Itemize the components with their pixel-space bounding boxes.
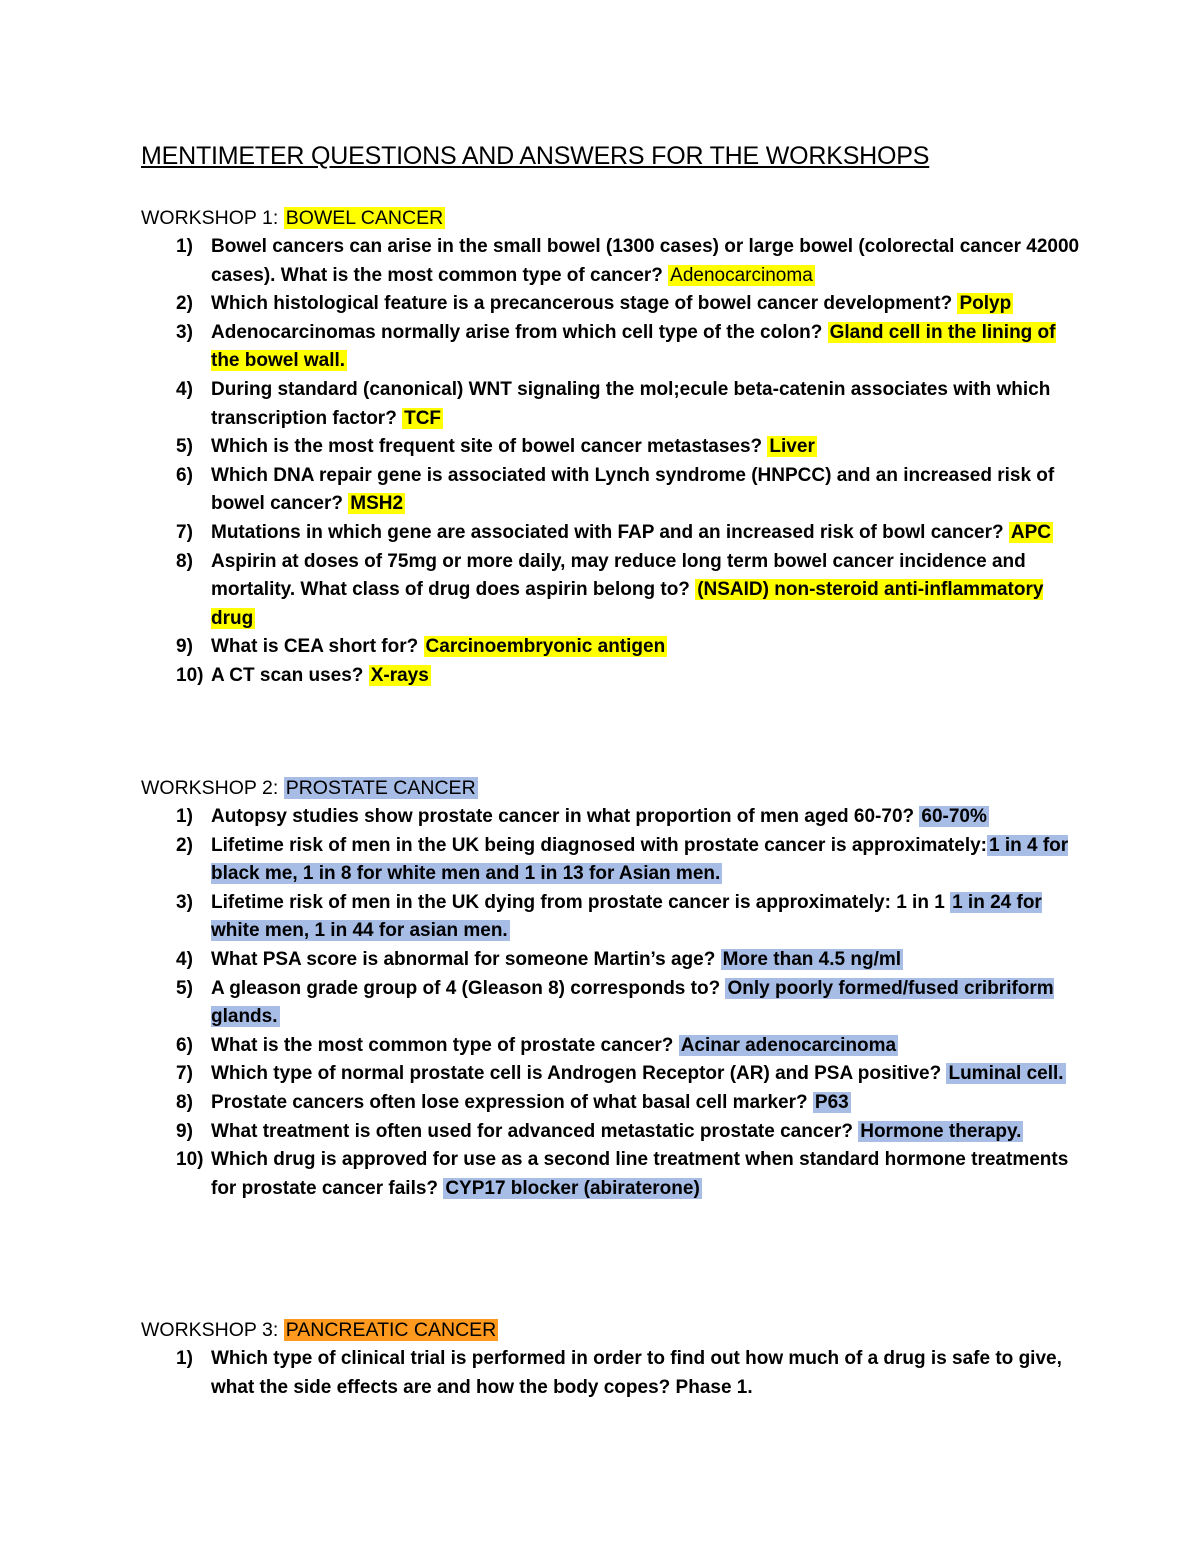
list-item	[141, 548, 1081, 634]
answer-highlight: APC	[1010, 521, 1051, 543]
answer-highlight: Adenocarcinoma	[670, 264, 813, 286]
answer-highlight: Hormone therapy.	[860, 1120, 1022, 1142]
question-number: 1)	[176, 806, 193, 827]
question-text: Aspirin at doses of 75mg or more daily, may reduce long term bowel cancer incidence and mortality. What class of drug does aspirin belong to?	[211, 550, 1026, 601]
question-number: 7)	[176, 521, 193, 543]
question-number: 1)	[176, 236, 193, 257]
workshop-3-heading	[141, 1316, 1081, 1345]
answer-highlight: 60-70%	[921, 806, 987, 827]
answer-highlight: Carcinoembryonic antigen	[425, 636, 666, 658]
question-number: 3)	[176, 891, 193, 913]
question-text: Lifetime risk of men in the UK being diagnosed with prostate cancer is approximately:	[211, 834, 987, 856]
question-text: What is the most common type of prostate cancer?	[211, 1034, 674, 1056]
question-text: Which drug is approved for use as a second line treatment when standard hormone treatments for prostate cancer fails?	[211, 1149, 1069, 1199]
list-item	[141, 889, 1081, 946]
question-number: 2)	[176, 834, 193, 856]
answer-highlight: X-rays	[370, 664, 429, 686]
list-item	[141, 633, 1081, 662]
workshop-topic: BOWEL CANCER	[285, 207, 444, 229]
question-text: What PSA score is abnormal for someone Martin’s age?	[211, 948, 716, 970]
workshop-2-section	[141, 774, 1081, 1203]
question-number: 3)	[176, 321, 193, 343]
answer-text: Phase 1.	[675, 1376, 753, 1398]
list-item	[141, 1146, 1081, 1203]
question-number: 7)	[176, 1063, 193, 1085]
answer-highlight: MSH2	[350, 493, 404, 515]
question-text: Adenocarcinomas normally arise from which cell type of the colon?	[211, 321, 823, 343]
list-item	[141, 433, 1081, 462]
answer-highlight: TCF	[404, 407, 442, 429]
question-text: Autopsy studies show prostate cancer in what proportion of men aged 60-70?	[211, 806, 915, 827]
question-list	[141, 1345, 1081, 1402]
list-item	[141, 319, 1081, 376]
list-item	[141, 946, 1081, 975]
question-number: 8)	[176, 1091, 193, 1113]
list-item	[141, 1060, 1081, 1089]
question-number: 10)	[176, 1149, 204, 1171]
list-item	[141, 233, 1081, 290]
workshop-topic: PANCREATIC CANCER	[285, 1319, 497, 1341]
question-text: Prostate cancers often lose expression of what basal cell marker?	[211, 1091, 808, 1113]
question-text: Lifetime risk of men in the UK dying from prostate cancer is approximately: 1 in 1	[211, 891, 945, 913]
answer-highlight: Polyp	[959, 293, 1012, 315]
list-item	[141, 832, 1081, 889]
workshop-label: WORKSHOP 3:	[141, 1319, 279, 1341]
question-number: 5)	[176, 436, 193, 458]
question-text: Which is the most frequent site of bowel cancer metastases?	[211, 436, 763, 458]
workshop-label: WORKSHOP 1:	[141, 207, 279, 229]
list-item	[141, 975, 1081, 1032]
question-text: Which DNA repair gene is associated with Lynch syndrome (HNPCC) and an increased risk of bowel cancer?	[211, 464, 1055, 515]
list-item	[141, 1345, 1081, 1402]
workshop-label: WORKSHOP 2:	[141, 777, 279, 799]
question-text: Which type of clinical trial is performed in order to find out how much of a drug is safe to give, what the side effects are and how the body copes?	[211, 1348, 1062, 1398]
answer-highlight: More than 4.5 ng/ml	[722, 948, 902, 970]
workshop-2-heading	[141, 774, 1081, 803]
list-item	[141, 1118, 1081, 1147]
question-number: 8)	[176, 550, 193, 572]
question-number: 9)	[176, 1120, 193, 1142]
list-item	[141, 519, 1081, 548]
list-item	[141, 290, 1081, 319]
answer-highlight: P63	[814, 1091, 849, 1113]
list-item	[141, 1032, 1081, 1061]
question-text: What is CEA short for?	[211, 636, 419, 658]
question-text: Which histological feature is a precancerous stage of bowel cancer development?	[211, 293, 953, 315]
list-item	[141, 376, 1081, 433]
list-item	[141, 662, 1081, 691]
workshop-topic: PROSTATE CANCER	[285, 777, 476, 799]
answer-highlight: Only poorly formed/fused cribriform glands.	[211, 977, 1054, 1028]
question-text: A CT scan uses?	[211, 664, 364, 686]
question-number: 4)	[176, 948, 193, 970]
answer-highlight: 1 in 4 for black me, 1 in 8 for white men and 1 in 13 for Asian men.	[211, 834, 1069, 885]
question-list	[141, 803, 1081, 1203]
question-text: Bowel cancers can arise in the small bowel (1300 cases) or large bowel (colorectal cancer 42000 cases). What is the most common type of cancer?	[211, 236, 1080, 286]
question-number: 10)	[176, 664, 204, 686]
workshop-3-section	[141, 1316, 1081, 1402]
question-number: 2)	[176, 293, 193, 315]
question-number: 4)	[176, 378, 193, 400]
document-title: MENTIMETER QUESTIONS AND ANSWERS FOR THE WORKSHOPS	[141, 142, 930, 170]
answer-highlight: Gland cell in the lining of the bowel wall.	[211, 321, 1056, 372]
answer-highlight: Luminal cell.	[948, 1063, 1064, 1085]
list-item	[141, 1089, 1081, 1118]
question-text: A gleason grade group of 4 (Gleason 8) corresponds to?	[211, 977, 721, 999]
question-number: 6)	[176, 1034, 193, 1056]
answer-highlight: 1 in 24 for white men, 1 in 44 for asian men.	[211, 891, 1042, 942]
list-item	[141, 462, 1081, 519]
question-number: 1)	[176, 1348, 193, 1369]
workshop-1-section	[141, 204, 1081, 691]
answer-highlight: Acinar adenocarcinoma	[680, 1034, 897, 1056]
workshop-1-heading	[141, 204, 1081, 233]
question-list	[141, 233, 1081, 691]
question-number: 9)	[176, 636, 193, 658]
answer-highlight: CYP17 blocker (abiraterone)	[445, 1177, 700, 1199]
question-text: Mutations in which gene are associated with FAP and an increased risk of bowl cancer?	[211, 521, 1004, 543]
answer-highlight: (NSAID) non-steroid anti-inflammatory drug	[211, 579, 1044, 629]
question-number: 6)	[176, 464, 193, 486]
list-item	[141, 803, 1081, 832]
answer-highlight: Liver	[769, 436, 815, 458]
question-number: 5)	[176, 977, 193, 999]
question-text: Which type of normal prostate cell is Androgen Receptor (AR) and PSA positive?	[211, 1063, 942, 1085]
question-text: What treatment is often used for advanced metastatic prostate cancer?	[211, 1120, 853, 1142]
question-text: During standard (canonical) WNT signaling the mol;ecule beta-catenin associates with which transcription factor?	[211, 378, 1051, 429]
